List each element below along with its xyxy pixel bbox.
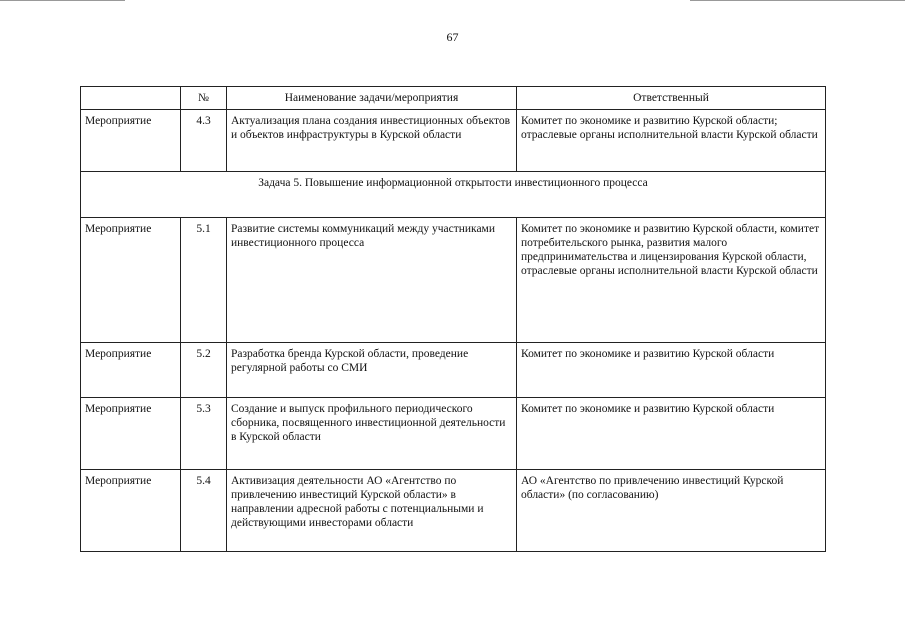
task-title: Задача 5. Повышение информационной открытости инвестиционного процесса <box>81 172 826 218</box>
row-responsible: Комитет по экономике и развитию Курской области <box>517 343 826 398</box>
page-number: 67 <box>446 30 459 44</box>
measures-table <box>80 86 826 552</box>
row-type: Мероприятие <box>81 398 181 470</box>
row-name: Развитие системы коммуникаций между участниками инвестиционного процесса <box>227 218 517 343</box>
row-type: Мероприятие <box>81 343 181 398</box>
row-type: Мероприятие <box>81 470 181 552</box>
header-number: № <box>181 87 227 110</box>
header-type <box>81 87 181 110</box>
row-responsible: Комитет по экономике и развитию Курской области; отраслевые органы исполнительной власти Курской области <box>517 110 826 172</box>
table-header-row <box>81 87 826 110</box>
scan-edge-mark-right <box>690 0 905 1</box>
row-number: 5.1 <box>181 218 227 343</box>
row-number: 5.4 <box>181 470 227 552</box>
row-responsible: Комитет по экономике и развитию Курской области <box>517 398 826 470</box>
table-row <box>81 343 826 398</box>
table-row <box>81 110 826 172</box>
task-row <box>81 172 826 218</box>
row-name: Актуализация плана создания инвестиционных объектов и объектов инфраструктуры в Курской области <box>227 110 517 172</box>
row-number: 5.3 <box>181 398 227 470</box>
row-name: Активизация деятельности АО «Агентство по привлечению инвестиций Курской области» в направлении адресной работы с потенциальными и действующими инвесторами области <box>227 470 517 552</box>
row-name: Создание и выпуск профильного периодического сборника, посвященного инвестиционной деятельности в Курской области <box>227 398 517 470</box>
row-type: Мероприятие <box>81 218 181 343</box>
row-number: 4.3 <box>181 110 227 172</box>
row-responsible: Комитет по экономике и развитию Курской области, комитет потребительского рынка, развития малого предпринимательства и лицензирования Курской области, отраслевые органы исполнительной власти Курской области <box>517 218 826 343</box>
table-row <box>81 398 826 470</box>
table-row <box>81 470 826 552</box>
row-name: Разработка бренда Курской области, проведение регулярной работы со СМИ <box>227 343 517 398</box>
row-responsible: АО «Агентство по привлечению инвестиций Курской области» (по согласованию) <box>517 470 826 552</box>
table-row <box>81 218 826 343</box>
scan-edge-mark-left <box>0 0 125 1</box>
row-type: Мероприятие <box>81 110 181 172</box>
row-number: 5.2 <box>181 343 227 398</box>
header-name: Наименование задачи/мероприятия <box>227 87 517 110</box>
header-responsible: Ответственный <box>517 87 826 110</box>
